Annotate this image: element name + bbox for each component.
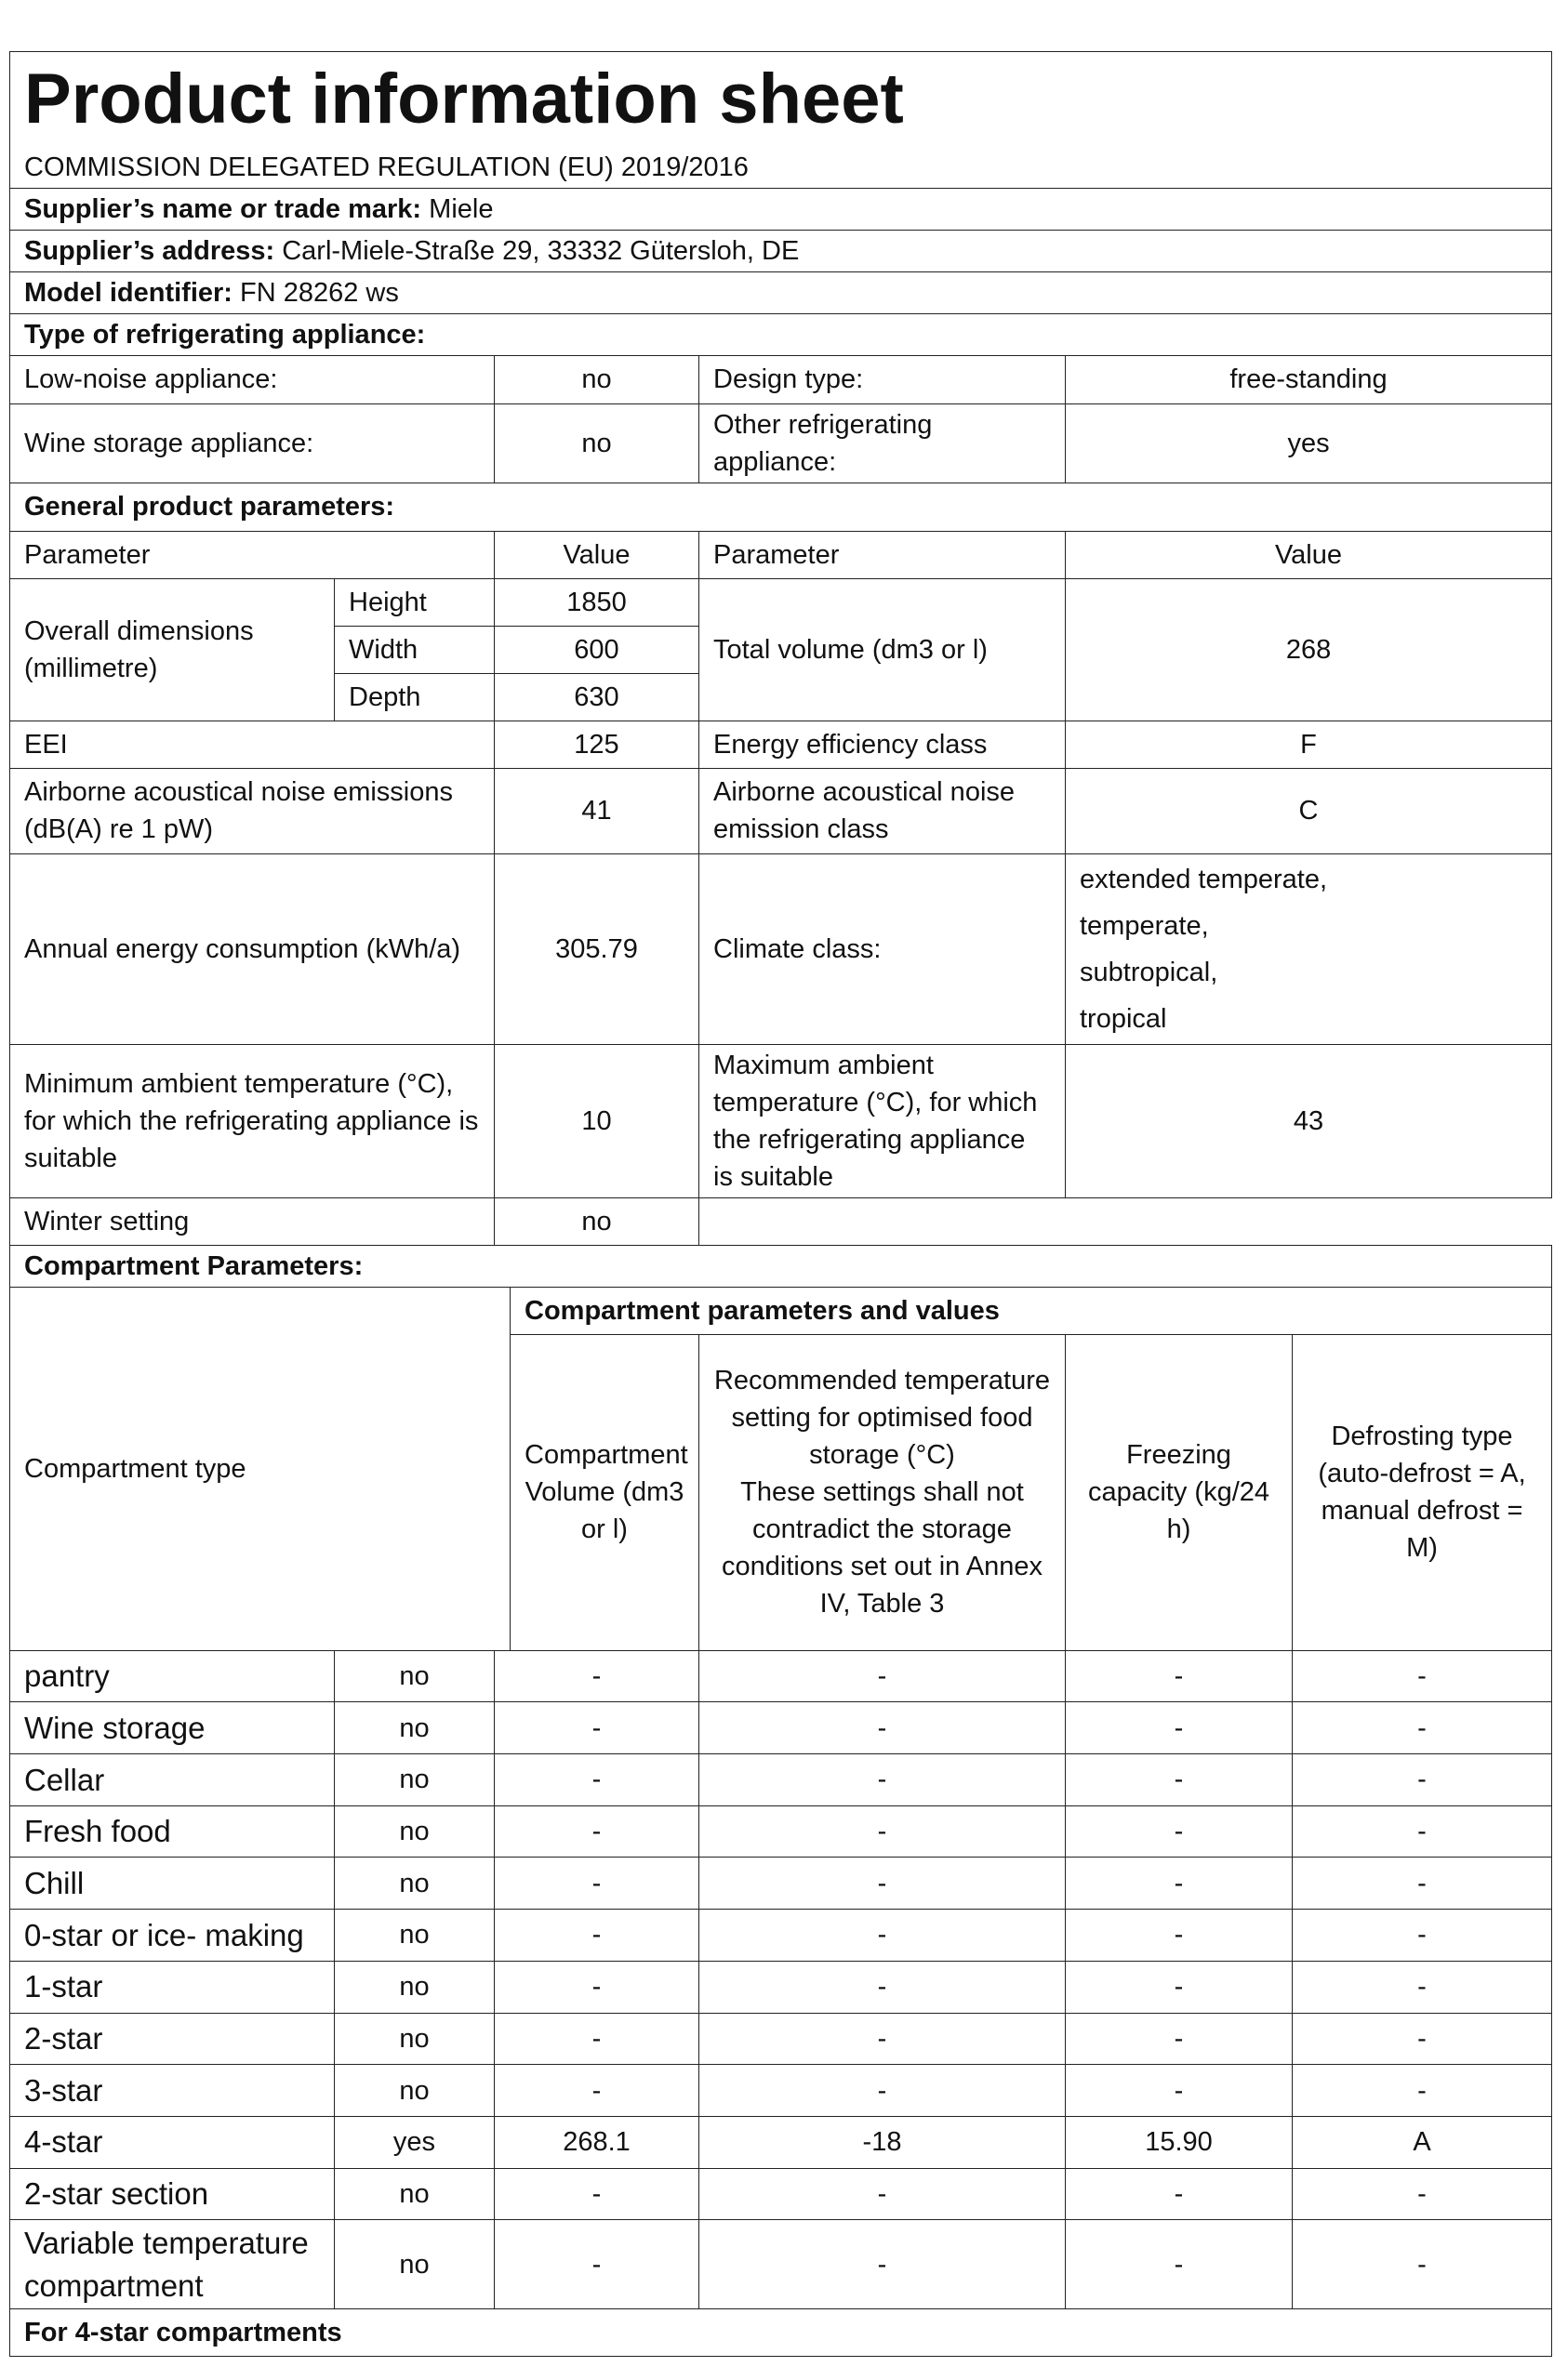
compartment-freezing-capacity: - <box>1066 1961 1293 2013</box>
compartment-freezing-capacity: - <box>1066 2220 1293 2309</box>
compartment-row <box>10 1650 1552 1702</box>
parameter-header-left: Parameter <box>10 531 495 578</box>
compartment-name: 0-star or ice- making <box>10 1910 335 1962</box>
supplier-name-row <box>10 188 1552 230</box>
compartment-name: Fresh food <box>10 1805 335 1858</box>
total-volume-label: Total volume (dm3 or l) <box>699 578 1066 721</box>
winter-setting-label: Winter setting <box>10 1197 495 1245</box>
compartment-row <box>10 2116 1552 2168</box>
other-appliance-label: Other refrigerating appliance: <box>699 403 1066 483</box>
climate-class-label: Climate class: <box>699 853 1066 1044</box>
winter-setting-value: no <box>495 1197 699 1245</box>
compartment-volume: - <box>495 1910 699 1962</box>
supplier-address-value: Carl-Miele-Straße 29, 33332 Gütersloh, DE <box>282 235 800 266</box>
compartment-freezing-capacity: - <box>1066 1702 1293 1754</box>
compartment-defrost-type: A <box>1293 2116 1552 2168</box>
compartment-present: no <box>335 1858 495 1910</box>
compartment-volume: - <box>495 2168 699 2220</box>
compartment-temperature: - <box>699 2220 1066 2309</box>
total-volume-value: 268 <box>1066 578 1552 721</box>
title-cell <box>10 52 1552 147</box>
compartment-row <box>10 1961 1552 2013</box>
compartment-name: 3-star <box>10 2065 335 2117</box>
compartment-volume: 268.1 <box>495 2116 699 2168</box>
compartment-volume: - <box>495 2013 699 2065</box>
compartment-defrost-type: - <box>1293 2220 1552 2309</box>
supplier-address-label: Supplier’s address: <box>24 235 275 266</box>
climate-class-item: subtropical, <box>1080 957 1218 987</box>
compartment-temperature: - <box>699 1805 1066 1858</box>
value-header-right: Value <box>1066 531 1552 578</box>
compartment-parameters-heading: Compartment Parameters: <box>10 1245 1552 1287</box>
compartment-defrost-type: - <box>1293 2065 1552 2117</box>
compartment-present: no <box>335 2168 495 2220</box>
compartment-volume: - <box>495 1650 699 1702</box>
design-type-value: free-standing <box>1066 355 1552 403</box>
supplier-address-row <box>10 230 1552 271</box>
compartment-volume: - <box>495 1754 699 1806</box>
compartment-row <box>10 1858 1552 1910</box>
supplier-name-value: Miele <box>429 193 494 224</box>
compartment-name: 4-star <box>10 2116 335 2168</box>
compartment-row <box>10 2220 1552 2309</box>
compartment-freezing-capacity: - <box>1066 1805 1293 1858</box>
wine-storage-value: no <box>495 403 699 483</box>
product-information-table <box>9 51 1552 2357</box>
appliance-type-heading: Type of refrigerating appliance: <box>10 313 1552 355</box>
model-identifier-label: Model identifier: <box>24 277 232 308</box>
model-identifier-value: FN 28262 ws <box>240 277 399 308</box>
low-noise-label: Low-noise appliance: <box>10 355 495 403</box>
wine-storage-label: Wine storage appliance: <box>10 403 495 483</box>
height-value: 1850 <box>495 578 699 626</box>
parameter-header-right: Parameter <box>699 531 1066 578</box>
compartment-name: 2-star <box>10 2013 335 2065</box>
compartment-row <box>10 2168 1552 2220</box>
compartment-present: yes <box>335 2116 495 2168</box>
compartment-temperature: - <box>699 2168 1066 2220</box>
compartment-name: Chill <box>10 1858 335 1910</box>
compartment-temperature: - <box>699 2065 1066 2117</box>
compartment-type-header: Compartment type <box>10 1287 511 1650</box>
compartment-freezing-capacity: - <box>1066 1858 1293 1910</box>
depth-label: Depth <box>335 673 495 721</box>
compartment-volume: - <box>495 1858 699 1910</box>
compartment-temperature: - <box>699 1754 1066 1806</box>
compartment-defrost-type: - <box>1293 1754 1552 1806</box>
compartment-values-header: Compartment parameters and values <box>511 1287 1552 1334</box>
compartment-present: no <box>335 2065 495 2117</box>
depth-value: 630 <box>495 673 699 721</box>
eei-label: EEI <box>10 721 495 768</box>
compartment-temperature: - <box>699 1858 1066 1910</box>
compartment-volume: - <box>495 1805 699 1858</box>
compartment-freezing-capacity: - <box>1066 2065 1293 2117</box>
compartment-name: Wine storage <box>10 1702 335 1754</box>
compartment-volume: - <box>495 1961 699 2013</box>
compartment-rows <box>10 1650 1552 2309</box>
storage-conditions-note: These settings shall not contradict the storage conditions set out in Annex IV, Table 3 <box>721 1477 1043 1620</box>
compartment-defrost-type: - <box>1293 1961 1552 2013</box>
compartment-freezing-capacity: - <box>1066 1754 1293 1806</box>
climate-class-item: temperate, <box>1080 910 1209 941</box>
low-noise-value: no <box>495 355 699 403</box>
overall-dimensions-label: Overall dimensions (millimetre) <box>10 578 335 721</box>
compartment-name: Variable temperature compartment <box>10 2220 335 2309</box>
compartment-row <box>10 1754 1552 1806</box>
compartment-row <box>10 2065 1552 2117</box>
min-ambient-temp-label: Minimum ambient temperature (°C), for which the refrigerating appliance is suitable <box>10 1044 495 1197</box>
value-header-left: Value <box>495 531 699 578</box>
compartment-present: no <box>335 1754 495 1806</box>
compartment-defrost-type: - <box>1293 1702 1552 1754</box>
compartment-row <box>10 2013 1552 2065</box>
compartment-defrost-type: - <box>1293 1805 1552 1858</box>
compartment-present: no <box>335 1910 495 1962</box>
compartment-row <box>10 1805 1552 1858</box>
compartment-temperature: - <box>699 1702 1066 1754</box>
compartment-freezing-capacity: - <box>1066 2168 1293 2220</box>
other-appliance-value: yes <box>1066 403 1552 483</box>
compartment-name: 2-star section <box>10 2168 335 2220</box>
compartment-freezing-capacity: - <box>1066 1910 1293 1962</box>
climate-class-item: tropical <box>1080 1003 1167 1034</box>
compartment-freezing-capacity: 15.90 <box>1066 2116 1293 2168</box>
climate-class-value <box>1066 853 1552 1044</box>
four-star-footer: For 4-star compartments <box>10 2309 1552 2357</box>
compartment-defrost-type: - <box>1293 1910 1552 1962</box>
eei-value: 125 <box>495 721 699 768</box>
compartment-defrost-type: - <box>1293 1858 1552 1910</box>
compartment-volume: - <box>495 1702 699 1754</box>
page-title: Product information sheet <box>24 60 904 139</box>
empty-cell <box>699 1197 1552 1245</box>
compartment-defrost-type: - <box>1293 1650 1552 1702</box>
defrosting-type-header: Defrosting type (auto-defrost = A, manual defrost = M) <box>1293 1334 1552 1650</box>
noise-emissions-label: Airborne acoustical noise emissions (dB(A) re 1 pW) <box>10 768 495 853</box>
max-ambient-temp-value: 43 <box>1066 1044 1552 1197</box>
compartment-volume: - <box>495 2065 699 2117</box>
compartment-name: Cellar <box>10 1754 335 1806</box>
supplier-name-label: Supplier’s name or trade mark: <box>24 193 422 224</box>
regulation-text: COMMISSION DELEGATED REGULATION (EU) 2019/2016 <box>10 147 1552 189</box>
width-label: Width <box>335 626 495 673</box>
max-ambient-temp-label: Maximum ambient temperature (°C), for which the refrigerating appliance is suitable <box>699 1044 1066 1197</box>
compartment-volume-header: Compartment Volume (dm3 or l) <box>511 1334 699 1650</box>
climate-class-item: extended temperate, <box>1080 864 1328 894</box>
compartment-present: no <box>335 2013 495 2065</box>
model-identifier-row <box>10 271 1552 313</box>
compartment-volume: - <box>495 2220 699 2309</box>
compartment-defrost-type: - <box>1293 2168 1552 2220</box>
noise-class-value: C <box>1066 768 1552 853</box>
compartment-freezing-capacity: - <box>1066 2013 1293 2065</box>
compartment-temperature: -18 <box>699 2116 1066 2168</box>
annual-energy-label: Annual energy consumption (kWh/a) <box>10 853 495 1044</box>
compartment-temperature: - <box>699 1650 1066 1702</box>
compartment-temperature: - <box>699 2013 1066 2065</box>
energy-class-label: Energy efficiency class <box>699 721 1066 768</box>
energy-class-value: F <box>1066 721 1552 768</box>
min-ambient-temp-value: 10 <box>495 1044 699 1197</box>
annual-energy-value: 305.79 <box>495 853 699 1044</box>
general-parameters-heading: General product parameters: <box>10 483 1552 531</box>
compartment-present: no <box>335 1961 495 2013</box>
compartment-row <box>10 1910 1552 1962</box>
width-value: 600 <box>495 626 699 673</box>
compartment-present: no <box>335 1805 495 1858</box>
compartment-row <box>10 1702 1552 1754</box>
compartment-present: no <box>335 1650 495 1702</box>
compartment-name: 1-star <box>10 1961 335 2013</box>
compartment-defrost-type: - <box>1293 2013 1552 2065</box>
compartment-temperature: - <box>699 1961 1066 2013</box>
compartment-temperature: - <box>699 1910 1066 1962</box>
noise-emissions-value: 41 <box>495 768 699 853</box>
recommended-temp-text: Recommended temperature setting for optimised food storage (°C) <box>713 1366 1051 1471</box>
height-label: Height <box>335 578 495 626</box>
compartment-present: no <box>335 2220 495 2309</box>
design-type-label: Design type: <box>699 355 1066 403</box>
freezing-capacity-header: Freezing capacity (kg/24 h) <box>1066 1334 1293 1650</box>
compartment-name: pantry <box>10 1650 335 1702</box>
compartment-freezing-capacity: - <box>1066 1650 1293 1702</box>
compartment-present: no <box>335 1702 495 1754</box>
recommended-temp-header <box>699 1334 1066 1650</box>
noise-class-label: Airborne acoustical noise emission class <box>699 768 1066 853</box>
